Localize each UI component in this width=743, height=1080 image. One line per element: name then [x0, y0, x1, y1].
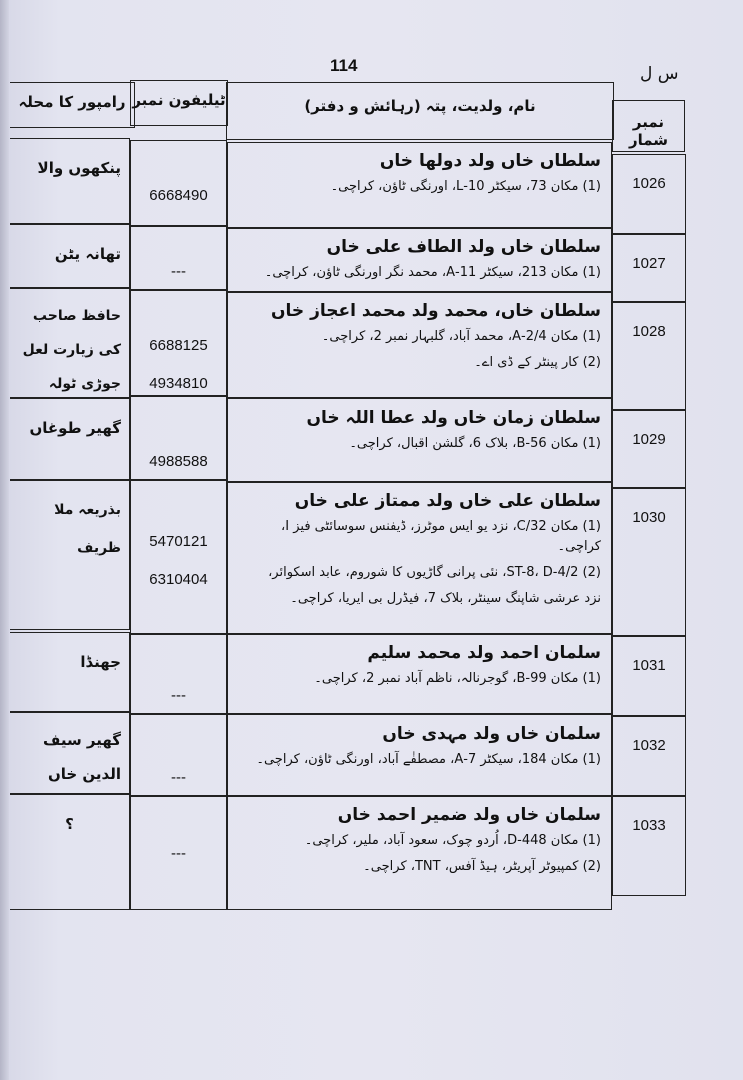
serial-cell: 1030 [612, 488, 686, 636]
area-cell: حافظ صاحب کی زیارت لعل جوڑی ٹولہ [10, 288, 130, 398]
telephone-cell [130, 796, 227, 910]
person-name: سلمان احمد ولد محمد سلیم [367, 643, 601, 663]
serial-cell: 1029 [612, 410, 686, 488]
area-cell: جھنڈا [10, 632, 130, 712]
area-cell: گھیر سیف الدین خاں [10, 712, 130, 794]
telephone-cell [130, 140, 227, 226]
telephone-number: --- [171, 687, 186, 704]
serial-cell: 1027 [612, 234, 686, 302]
area-cell: بذریعہ ملا ظریف [10, 480, 130, 630]
area-cell: تھانہ یٹن [10, 224, 130, 288]
name-cell [227, 228, 612, 292]
address-line: (1) مکان 213، سیکٹر 11-A، محمد نگر اورنگی ٹاؤن، کراچی۔ [264, 265, 601, 280]
person-name: سلمان خاں ولد مہدی خاں [382, 724, 601, 744]
telephone-cell [130, 290, 227, 396]
telephone-number: --- [171, 263, 186, 280]
address-line: (1) مکان C/32، نزد یو ایس موٹرز، ڈیفنس سوسائٹی فیز I، کراچی۔ [281, 519, 601, 554]
address-line: (2) ST-8، D-4/2، نئی پرانی گاڑیوں کا شوروم، عابد اسکوائر، [268, 565, 601, 580]
area-cell: گھیر طوغاں [10, 398, 130, 480]
page-number: 114 [330, 56, 358, 75]
serial-cell: 1032 [612, 716, 686, 796]
person-name: سلطان خاں ولد الطاف علی خاں [326, 237, 601, 257]
area-cell: ؟ [10, 794, 130, 910]
telephone-number: 4934810 [149, 375, 208, 392]
name-cell [227, 398, 612, 482]
telephone-cell [130, 714, 227, 796]
header-name: نام، ولدیت، پتہ (رہائش و دفتر) [226, 82, 614, 140]
address-line: (1) مکان 2/4-A، محمد آباد، گلبہار نمبر 2، کراچی۔ [321, 329, 601, 344]
serial-cell: 1033 [612, 796, 686, 896]
name-cell [227, 714, 612, 796]
corner-label: س ل [640, 64, 679, 84]
address-line: (2) کمپیوٹر آپریٹر، ہیڈ آفس، TNT، کراچی۔ [363, 859, 601, 874]
serial-cell: 1026 [612, 154, 686, 234]
address-line: (1) مکان B-56، بلاک 6، گلشن اقبال، کراچی۔ [349, 436, 601, 451]
person-name: سلطان خاں، محمد ولد محمد اعجاز خاں [271, 301, 601, 321]
person-name: سلطان علی خاں ولد ممتاز علی خاں [294, 491, 601, 511]
address-line: (1) مکان D-448، اُردو چوک، سعود آباد، ملیر، کراچی۔ [304, 833, 601, 848]
telephone-number: 6668490 [149, 187, 208, 204]
name-cell [227, 292, 612, 398]
telephone-cell [130, 396, 227, 480]
address-line: (1) مکان B-99، گوجرنالہ، ناظم آباد نمبر 2، کراچی۔ [314, 671, 601, 686]
telephone-number: 5470121 [149, 533, 208, 550]
name-cell [227, 634, 612, 714]
telephone-number: --- [171, 845, 186, 862]
page-spine [0, 0, 9, 1080]
serial-cell: 1031 [612, 636, 686, 716]
person-name: سلطاں خاں ولد دولھا خاں [379, 151, 601, 171]
person-name: سلمان خاں ولد ضمیر احمد خاں [337, 805, 601, 825]
address-line: (1) مکان 73، سیکٹر 10-L، اورنگی ٹاؤن، کراچی۔ [330, 179, 601, 194]
address-line: (2) کار پینٹر کے ڈی اے۔ [474, 355, 601, 370]
telephone-number: --- [171, 769, 186, 786]
header-area: رامپور کا محلہ [10, 82, 135, 128]
serial-cell: 1028 [612, 302, 686, 410]
telephone-cell [130, 480, 227, 634]
telephone-number: 4988588 [149, 453, 208, 470]
name-cell [227, 796, 612, 910]
address-line: (1) مکان 184، سیکٹر 7-A، مصطفٰے آباد، اورنگی ٹاؤن، کراچی۔ [256, 752, 601, 767]
name-cell [227, 482, 612, 634]
telephone-number: 6688125 [149, 337, 208, 354]
telephone-number: 6310404 [149, 571, 208, 588]
area-cell: پنکھوں والا [10, 138, 130, 224]
telephone-cell [130, 634, 227, 714]
header-telephone: ٹیلیفون نمبر [130, 80, 228, 126]
name-cell [227, 142, 612, 228]
header-serial: نمبر شمار [612, 100, 685, 152]
address-line: نزد عرشی شاپنگ سینٹر، بلاک 7، فیڈرل بی ایریا، کراچی۔ [290, 591, 601, 606]
person-name: سلطان زمان خاں ولد عطا اللہ خاں [306, 408, 601, 428]
telephone-cell [130, 226, 227, 290]
